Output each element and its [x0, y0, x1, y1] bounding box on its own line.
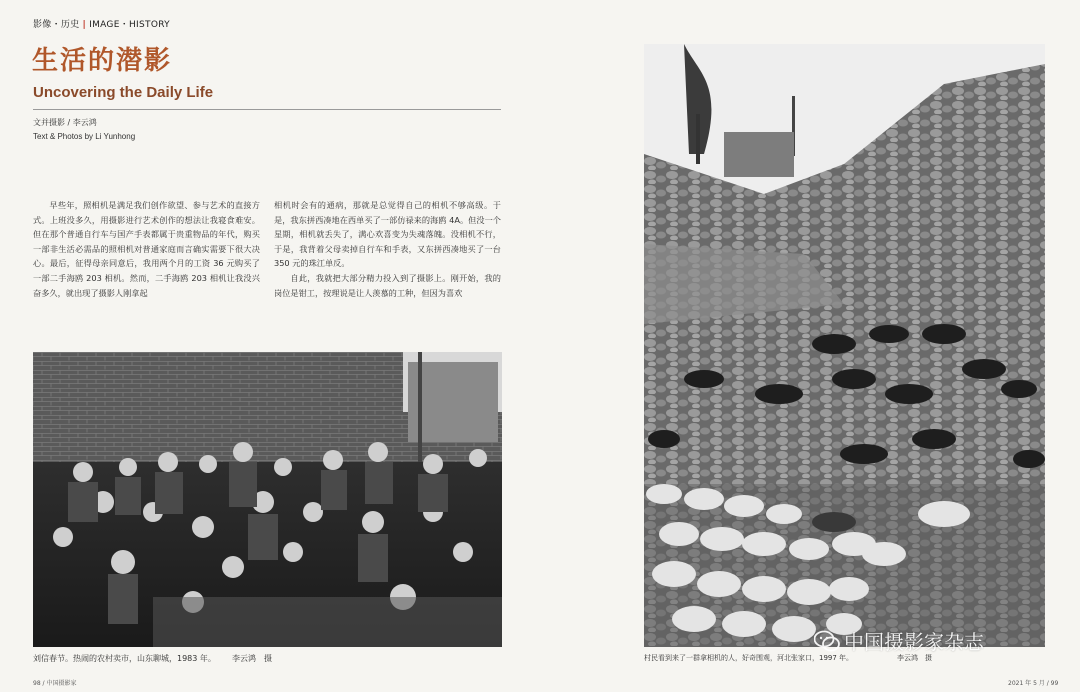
caption-left-credit: 李云鸿 摄 — [232, 654, 272, 663]
byline-cn: 文并摄影 / 李云鸿 — [33, 118, 97, 127]
photo-market-crowd — [33, 352, 502, 647]
caption-left: 刘信春节。热闹的农村卖市，山东聊城，1983 年。 — [33, 654, 216, 663]
wechat-icon — [814, 630, 840, 652]
watermark — [814, 626, 984, 655]
caption-right: 村民看到来了一群拿相机的人，好奇围观，河北张家口，1997 年。 — [644, 654, 854, 662]
article-title-cn: 生活的潜影 — [32, 46, 173, 76]
body-paragraph: 自此，我就把大部分精力投入到了摄影上。刚开始，我的岗位是钳工，按理说是让人羡慕的工种，但因为喜欢 — [274, 272, 501, 298]
folio-left: 98 / 中国摄影家 — [33, 680, 77, 687]
body-column-1 — [33, 198, 260, 300]
section-tag-cn: 影像・历史 — [33, 20, 80, 30]
title-divider — [33, 109, 501, 110]
section-tag-en: IMAGE・HISTORY — [89, 20, 170, 30]
watermark-text: 中国摄影家杂志 — [844, 630, 984, 654]
folio-right: 2021 年 5 月 / 99 — [1008, 680, 1059, 687]
section-tag — [33, 17, 170, 30]
photo-hillside-goats — [644, 44, 1045, 647]
section-divider: | — [82, 20, 87, 30]
byline-en: Text & Photos by Li Yunhong — [33, 132, 136, 141]
body-paragraph: 早些年，照相机是满足我们创作欲望、参与艺术的直接方式。上班没多久，用摄影进行艺术创作的想法让我寝食难安。但在那个普通自行车与国产手表都属于贵重物品的年代，购买一部非生活必需品的照相机对普通家庭而言确实需要下很大决心。最后，征得母亲同意后，我用两个月的工资 36 元购买了一部二手海鸥 203 相机。然而，二手海鸥 203 相机让我没兴奋多久，就出现了摄影人刚拿起 — [33, 200, 260, 298]
caption-right-credit: 李云鸿 摄 — [897, 654, 932, 662]
article-title-en: Uncovering the Daily Life — [33, 84, 214, 101]
body-paragraph: 相机时会有的通病，那就是总觉得自己的相机不够高级。于是，我东拼西凑地在西单买了一部仿禄来的海鸥 4A。但没一个星期，相机就丢失了，满心欢喜变为失魂落魄。没相机不行，于是，我背着父母卖掉自行车和手表，又东拼西凑地买了一台 350 元的珠江单反。 — [274, 200, 501, 269]
body-column-2 — [274, 198, 501, 300]
